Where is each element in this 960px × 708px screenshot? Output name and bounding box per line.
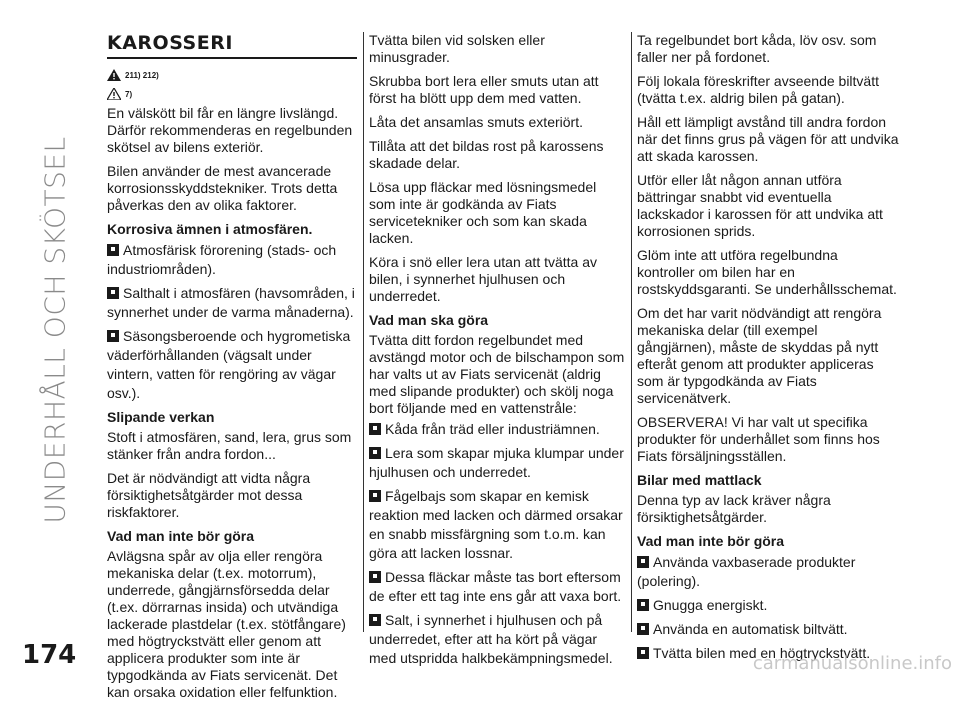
list-item: Salthalt i atmosfären (havsområden, i synnerhet under de varma månaderna). <box>107 285 355 320</box>
warning-reference <box>107 67 357 83</box>
list-item: Lera som skapar mjuka klumpar under hjulhusen och underredet. <box>369 445 624 480</box>
paragraph: Köra i snö eller lera utan att tvätta av bilen, i synnerhet hjulhusen och underredet. <box>369 254 598 304</box>
column-divider <box>631 32 632 632</box>
paragraph: Låta det ansamlas smuts exteriört. <box>369 114 583 130</box>
paragraph: Ta regelbundet bort kåda, löv osv. som faller ner på fordonet. <box>637 32 877 65</box>
column-3 <box>637 32 899 669</box>
list-item: Salt, i synnerhet i hjulhusen och på underredet, efter att ha kört på vägar med utspridda halkbekämpningsmedel. <box>369 612 613 666</box>
paragraph: En välskött bil får en längre livslängd. Därför rekommenderas en regelbunden skötsel av bilens exteriör. <box>107 105 353 155</box>
paragraph: Om det har varit nödvändigt att rengöra mekaniska delar (till exempel gångjärnen), måste de skyddas på nytt efteråt genom att produkter appliceras som är typgodkända av Fiats servicenätverk. <box>637 305 882 406</box>
paragraph: OBSERVERA! Vi har valt ut specifika produkter för underhållet som finns hos Fiats försäljningsställen. <box>637 414 880 464</box>
paragraph: Utför eller låt någon annan utföra bättringar snabbt vid eventuella lackskador i karossen för att undvika att korrosionen sprids. <box>637 172 883 239</box>
column-2 <box>369 32 625 674</box>
section-title: KAROSSERI <box>107 32 357 59</box>
watermark: carmanualsonline.info <box>752 653 952 674</box>
column-1 <box>107 32 357 708</box>
paragraph: Glöm inte att utföra regelbundna kontroller om bilen har en rostskyddsgaranti. Se underhållsschemat. <box>637 247 897 297</box>
subheading: Bilar med mattlack <box>637 472 762 488</box>
column-divider <box>363 32 364 632</box>
list-item: Fågelbajs som skapar en kemisk reaktion med lacken och därmed orsakar en snabb missfärgning som t.o.m. kan göra att lacken lossnar. <box>369 488 623 561</box>
paragraph: Tvätta bilen vid solsken eller minusgrader. <box>369 32 545 65</box>
paragraph: Det är nödvändigt att vidta några försiktighetsåtgärder mot dessa riskfaktorer. <box>107 470 311 520</box>
bullet-box-icon <box>369 490 381 502</box>
bullet-box-icon <box>369 614 381 626</box>
chapter-side-title: UNDERHÅLL OCH SKÖTSEL <box>38 136 72 524</box>
subheading: Vad man ska göra <box>369 312 489 328</box>
bullet-box-icon <box>107 287 119 299</box>
caution-reference <box>107 86 357 102</box>
list-item: Använda vaxbaserade produkter (polering). <box>637 554 856 589</box>
list-item: Kåda från träd eller industriämnen. <box>369 420 625 439</box>
paragraph: Håll ett lämpligt avstånd till andra fordon när det finns grus på vägen för att undvika att skada karossen. <box>637 114 899 164</box>
list-item: Säsongsberoende och hygrometiska väderförhållanden (vägsalt under vintern, vatten för rengöring av vägar osv.). <box>107 328 351 401</box>
bullet-list <box>637 553 899 663</box>
list-item: Dessa fläckar måste tas bort eftersom de efter ett tag inte ens går att vaxa bort. <box>369 569 622 604</box>
subheading: Slipande verkan <box>107 409 215 425</box>
paragraph: Följ lokala föreskrifter avseende biltvätt (tvätta t.ex. aldrig bilen på gatan). <box>637 73 879 106</box>
warning-triangle-icon <box>107 69 121 81</box>
paragraph: Tvätta ditt fordon regelbundet med avstängd motor och de bilschampon som har valts ut av Fiats servicenät (aldrig med slipande produkter) och skölj noga bort följande med en vattenstråle: <box>369 332 625 416</box>
paragraph: Denna typ av lack kräver några försiktighetsåtgärder. <box>637 492 831 525</box>
list-item: Använda en automatisk biltvätt. <box>637 620 899 639</box>
bullet-box-icon <box>637 599 649 611</box>
bullet-box-icon <box>637 623 649 635</box>
warning-reference-text: 211) 212) <box>125 70 159 80</box>
bullet-box-icon <box>637 556 649 568</box>
paragraph: Lösa upp fläckar med lösningsmedel som inte är godkända av Fiats servicetekniker och som kan skada lacken. <box>369 179 597 246</box>
list-item: Tvätta bilen med en högtryckstvätt. <box>637 644 899 663</box>
paragraph: Bilen använder de mest avancerade korrosionsskyddstekniker. Trots detta påverkas den av olika faktorer. <box>107 163 338 213</box>
list-item: Gnugga energiskt. <box>637 596 899 615</box>
bullet-list <box>369 420 625 668</box>
paragraph: Avlägsna spår av olja eller rengöra mekaniska delar (t.ex. motorrum), underrede, gångjärnsförsedda delar (t.ex. dörrarnas insida) och utvändiga lackerade plastdelar (t.ex. stötfångare) med högtryckstvätt eller genom att applicera produkter som inte är typgodkända av Fiats servicenät. Det kan orsaka oxidation eller felfunktion. <box>107 548 346 700</box>
bullet-list <box>107 241 357 403</box>
paragraph: Stoft i atmosfären, sand, lera, grus som stänker från andra fordon... <box>107 429 352 462</box>
subheading: Vad man inte bör göra <box>107 528 255 544</box>
paragraph: Tillåta att det bildas rost på karossens skadade delar. <box>369 138 604 171</box>
bullet-box-icon <box>637 647 649 659</box>
list-item: Atmosfärisk förorening (stads- och industriområden). <box>107 242 337 277</box>
caution-icon <box>107 88 121 100</box>
bullet-box-icon <box>369 447 381 459</box>
bullet-box-icon <box>369 423 381 435</box>
subheading: Vad man inte bör göra <box>637 533 785 549</box>
bullet-box-icon <box>107 330 119 342</box>
subheading: Korrosiva ämnen i atmosfären. <box>107 221 313 237</box>
caution-reference-text: 7) <box>125 89 133 99</box>
bullet-box-icon <box>107 244 119 256</box>
page-number: 174 <box>22 640 77 670</box>
bullet-box-icon <box>369 571 381 583</box>
paragraph: Skrubba bort lera eller smuts utan att först ha blött upp dem med vatten. <box>369 73 599 106</box>
